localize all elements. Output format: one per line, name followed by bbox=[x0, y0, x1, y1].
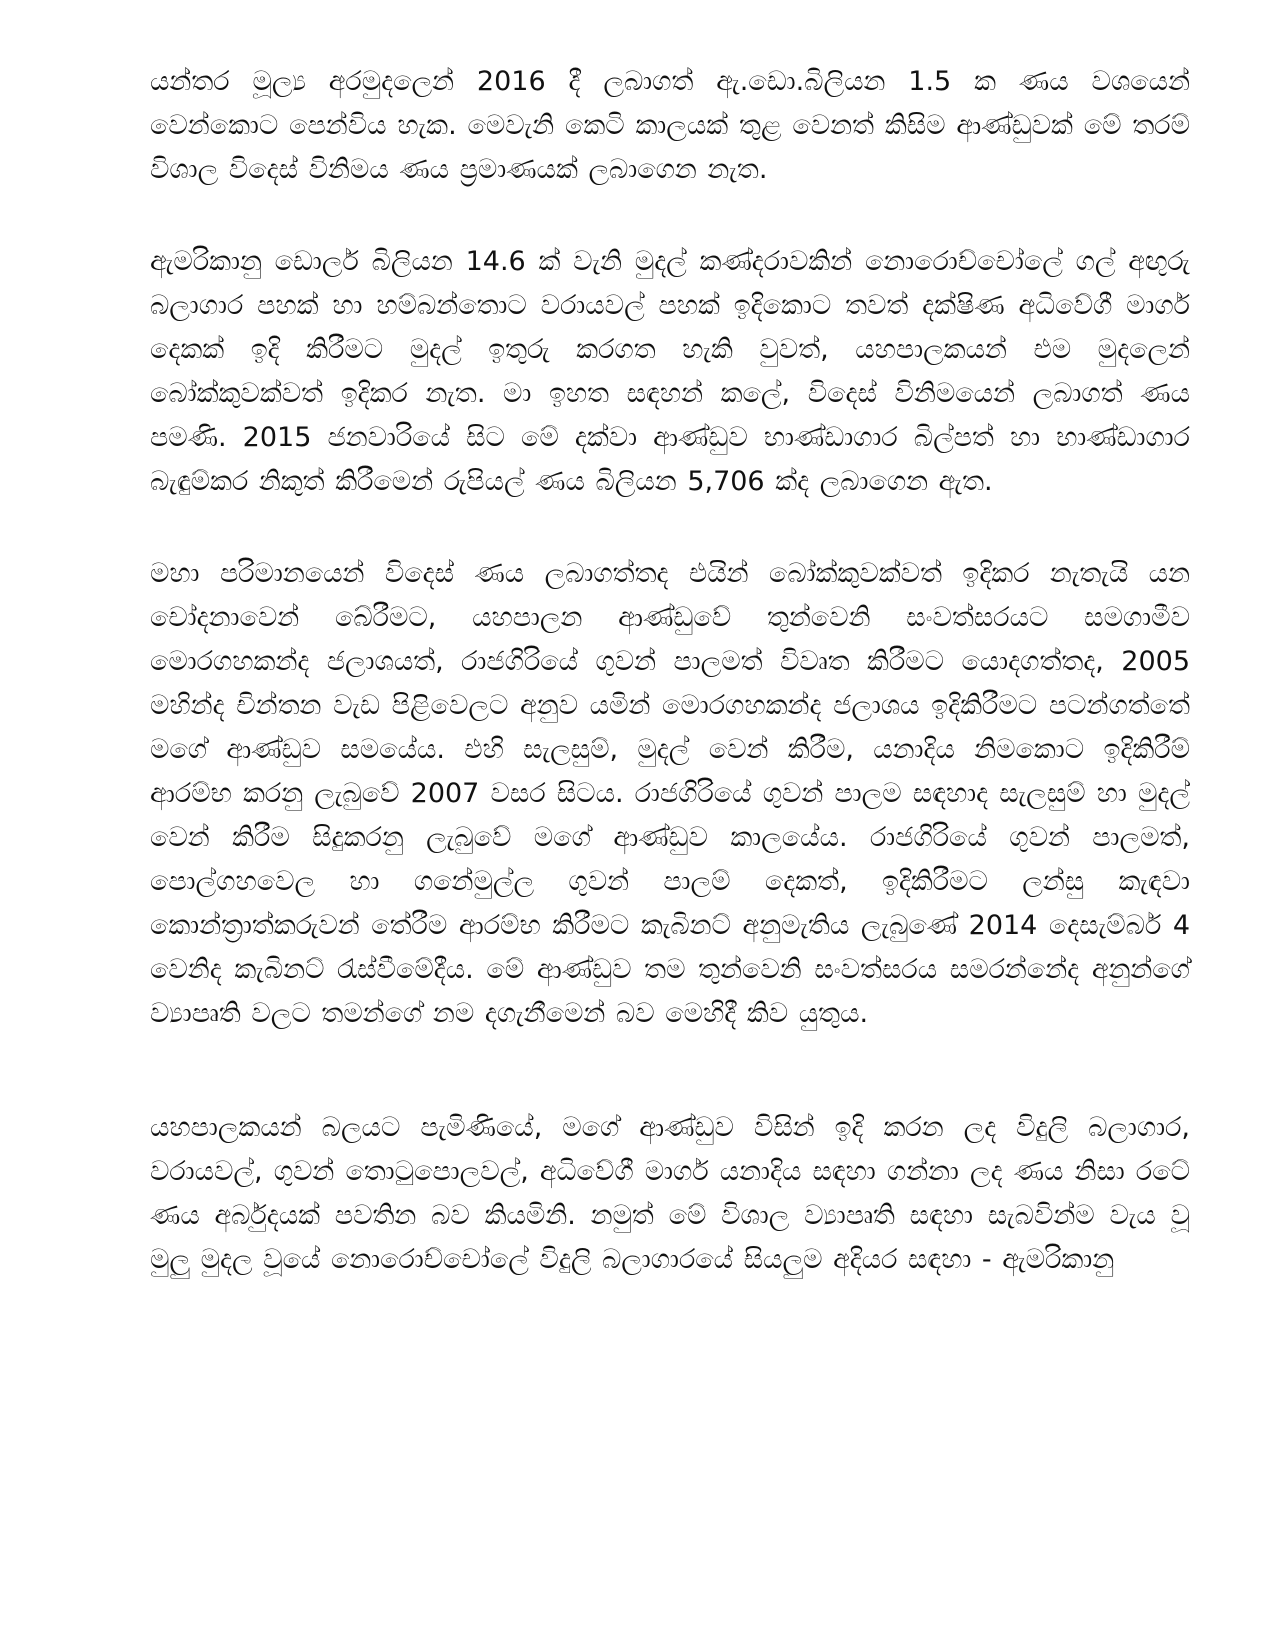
paragraph-3: මහා පරිමානයෙන් විදෙස් ණය ලබාගත්තද එයින් බෝක්කුවක්වත් ඉදිකර නැතැයි යන චෝදනාවෙන් බේරීමට, යහපාලන ආණ්ඩුවේ තුන්වෙනි සංවත්සරයට සමගාමීව මොරගහකන්ද ජලාශයත්, රාජගිරියේ ගුවන් පාලමත් විවෘත කිරීමට යොදගත්තද, 2005 මහින්ද චින්තන වැඩ පිළිවෙලට අනුව යමින් මොරගහකන්ද ජලාශය ඉදිකිරීමට පටන්ගත්තේ මගේ ආණ්ඩුව සමයේය. එහි සැලසුම්, මුදල් වෙන් කිරීම, යනාදිය නිමකොට ඉදිකිරීම් ආරම්භ කරනු ලැබුවේ 2007 වසර සිටය. රාජගිරියේ ගුවන් පාලම සඳහාද සැලසුම් හා මුදල් වෙන් කිරීම සිදුකරනු ලැබුවේ මගේ ආණ්ඩුව කාලයේය. රාජගිරියේ ගුවන් පාලමත්, පොල්ගහවෙල හා ගනේමුල්ල ගුවන් පාලම් දෙකත්, ඉදිකිරීමට ලන්සු කැඳවා කොන්ත්‍රාත්කරුවන් තේරීම ආරම්භ කිරීමට කැබිනට් අනුමැතිය ලැබුණේ 2014 දෙසැම්බර් 4 වෙනිද කැබිනට් රැස්වීමේදීය. මේ ආණ්ඩුව තම තුන්වෙනි සංවත්සරය සමරන්නේද අනුන්ගේ ව්‍යාපෘති වලට තමන්ගේ නම දගැනීමෙන් බව මෙහිදී කිව යුතුය. bbox=[150, 558, 1190, 1029]
document-body bbox=[150, 60, 1190, 1282]
paragraph-1: යන්තර මූල්‍ය අරමුදලෙන් 2016 දී ලබාගත් ඇ.ඩො.බිලියන 1.5 ක ණය වශයෙන් වෙන්කොට පෙන්විය හැක. මෙවැනි කෙටි කාලයක් තුළ වෙනත් කිසිම ආණ්ඩුවක් මේ තරම් විශාල විදෙස් විනිමය ණය ප්‍රමාණයක් ලබාගෙන නැත. bbox=[150, 66, 1190, 185]
paragraph-2: ඇමරිකානු ඩොලර් බිලියන 14.6 ක් වැනි මුදල් කණ්දරාවකින් නොරොච්චෝලේ ගල් අඟුරු බලාගාර පහක් හා හම්බන්තොට වරායවල් පහක් ඉදිකොට තවත් දක්ෂිණ අධිවේගී මාර්ග දෙකක් ඉදි කිරීමට මුදල් ඉතුරු කරගත හැකි වුවත්, යහපාලකයන් එම මුදලෙන් බෝක්කුවක්වත් ඉදිකර නැත. මා ඉහත සඳහන් කලේ, විදෙස් විනිමයෙන් ලබාගත් ණය පමණි. 2015 ජනවාරියේ සිට මේ දක්වා ආණ්ඩුව භාණ්ඩාගාර බිල්පත් හා භාණ්ඩාගාර බැඳුම්කර නිකුත් කිරීමෙන් රුපියල් ණය බිලියන 5,706 ක්ද ලබාගෙන ඇත. bbox=[150, 246, 1190, 497]
paragraph-4: යහපාලකයන් බලයට පැමිණියේ, මගේ ආණ්ඩුව විසින් ඉදි කරන ලද විදුලි බලාගාර, වරායවල්, ගුවන් තොටුපොලවල්, අධිවේගී මාර්ග යනාදිය සඳහා ගන්නා ලද ණය නිසා රටේ ණය අර්බුදයක් පවතින බව කියමිනි. නමුත් මේ විශාල ව්‍යාපෘති සඳහා සැබවින්ම වැය වූ මුලු මුදල වූයේ නොරොච්චෝලේ විදුලි බලාගාරයේ සියලුම අදියර සඳහා - ඇමරිකානු bbox=[150, 1112, 1190, 1275]
